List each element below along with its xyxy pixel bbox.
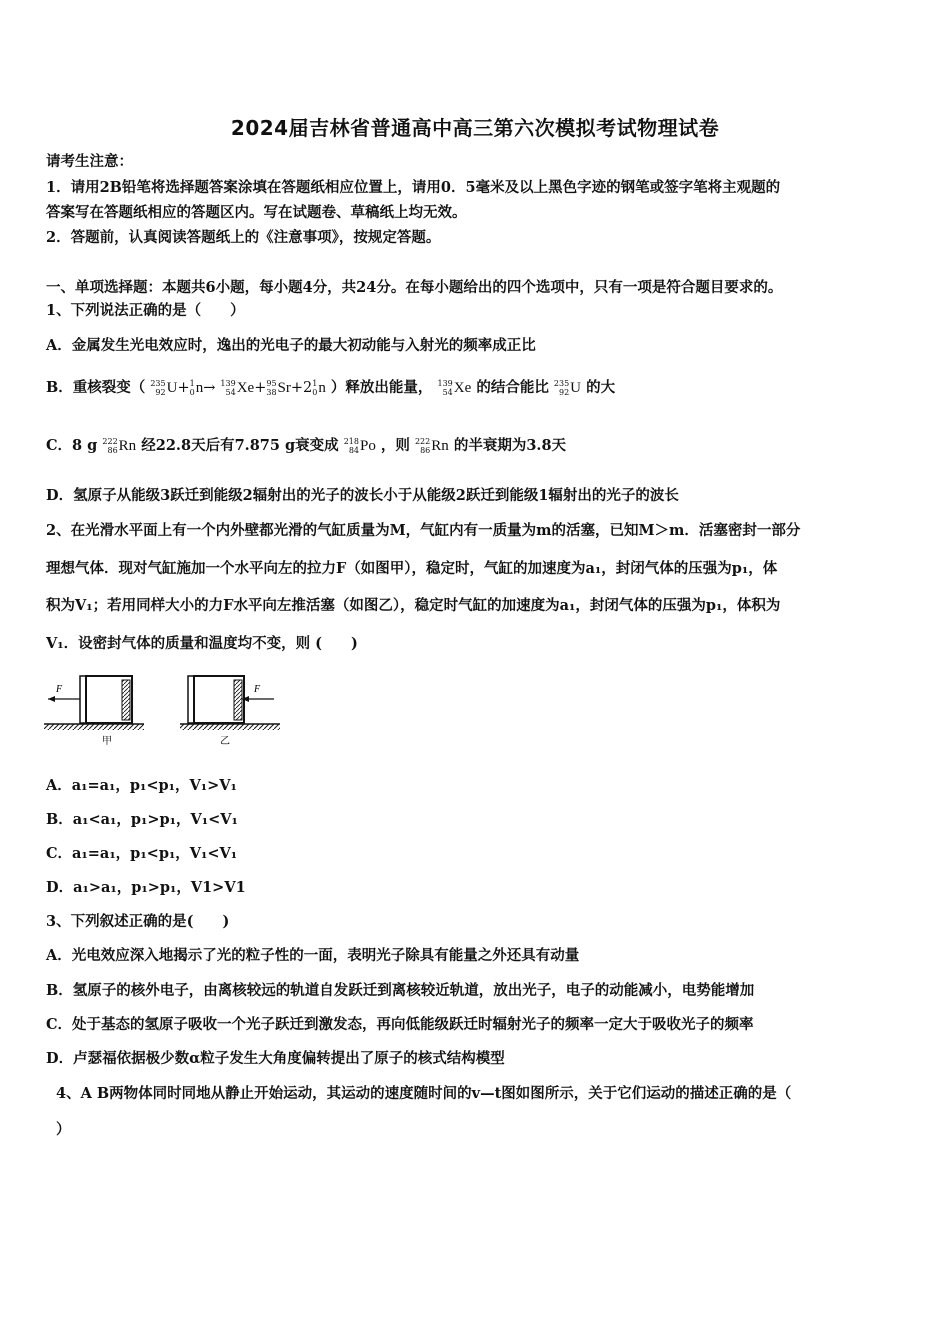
q1-b-prefix: B．重核裂变（ (46, 379, 146, 396)
nuclide-u235: 235 92 U (150, 379, 178, 397)
nuclide-neutron-2: 1 0 n (312, 379, 326, 397)
nuclide-u235-b: 235 92 U (553, 379, 582, 397)
q2-option-a: A．a₁=a₁，p₁<p₁，V₁>V₁ (46, 777, 237, 794)
notice-item-1b: 答案写在答题纸相应的答题区内。写在试题卷、草稿纸上均无效。 (46, 204, 467, 221)
notice-item-2: 2．答题前，认真阅读答题纸上的《注意事项》，按规定答题。 (46, 229, 441, 246)
q2-stem-line2: 理想气体．现对气缸施加一个水平向左的拉力F（如图甲），稳定时，气缸的加速度为a₁，封闭气体的压强为p₁，体 (46, 560, 778, 577)
q4-stem-line2: ） (56, 1121, 71, 1138)
force-label-left: F (56, 684, 63, 695)
q3-option-b: B．氢原子的核外电子，由离核较远的轨道自发跃迁到离核较近轨道，放出光子，电子的动能减小，电势能增加 (46, 982, 755, 999)
q3-option-d: D．卢瑟福依据极少数α粒子发生大角度偏转提出了原子的核式结构模型 (46, 1050, 505, 1067)
q2-option-c: C．a₁=a₁，p₁<p₁，V₁<V₁ (46, 845, 238, 862)
q2-option-b: B．a₁<a₁，p₁>p₁，V₁<V₁ (46, 811, 238, 828)
plus-sign-2: + (254, 380, 267, 396)
figure-label-yi: 乙 (220, 736, 230, 747)
q1-b-mid: ）释放出能量， (330, 379, 433, 396)
figure-yi (180, 676, 280, 747)
nuclide-po218: 218 84 Po (343, 437, 376, 455)
plus-sign: + (177, 380, 190, 396)
nuclide-sr95: 95 38 Sr (266, 379, 291, 397)
q3-option-a: A．光电效应深入地揭示了光的粒子性的一面，表明光子除具有能量之外还具有动量 (46, 947, 580, 964)
nuclide-neutron: 1 0 n (189, 379, 204, 397)
figure-jia (44, 676, 144, 747)
q1-stem: 1、下列说法正确的是（ ） (46, 302, 245, 319)
q2-stem-line1: 2、在光滑水平面上有一个内外壁都光滑的气缸质量为M，气缸内有一质量为m的活塞，已知M＞m．活塞密封一部分 (46, 522, 801, 539)
page-title: 2024届吉林省普通高中高三第六次模拟考试物理试卷 (230, 116, 720, 140)
q1-b-mid2: 的结合能比 (476, 379, 549, 396)
plus-two: +2 (290, 380, 313, 396)
notice-item-1a: 1．请用2B铅笔将选择题答案涂填在答题纸相应位置上，请用0．5毫米及以上黑色字迹的钢笔或签字笔将主观题的 (46, 179, 781, 196)
nuclide-rn222-b: 222 86 Rn (414, 437, 449, 455)
q1-c-prefix: C．8 g (46, 437, 98, 454)
figure-label-jia: 甲 (102, 736, 112, 747)
q2-option-d: D．a₁>a₁，p₁>p₁，V1>V1 (46, 879, 246, 896)
q2-stem-line3: 积为V₁；若用同样大小的力F水平向左推活塞（如图乙），稳定时气缸的加速度为a₁，封闭气体的压强为p₁，体积为 (46, 597, 781, 614)
q1-c-mid2: ，则 (380, 437, 410, 454)
section-heading: 一、单项选择题：本题共6小题，每小题4分，共24分。在每小题给出的四个选项中，只有一项是符合题目要求的。 (46, 279, 783, 296)
notice-heading: 请考生注意： (46, 153, 133, 170)
q1-b-suffix: 的大 (586, 379, 616, 396)
arrow-sign: → (203, 380, 216, 396)
q3-stem: 3、下列叙述正确的是( ) (46, 913, 230, 930)
force-label-right: F (254, 684, 261, 695)
q1-c-mid: 经22.8天后有7.875 g衰变成 (141, 437, 339, 454)
cylinder-diagram (44, 664, 284, 750)
q1-option-d: D．氢原子从能级3跃迁到能级2辐射出的光子的波长小于从能级2跃迁到能级1辐射出的光子的波长 (46, 487, 679, 504)
q2-stem-line4: V₁．设密封气体的质量和温度均不变，则 ( ) (46, 635, 358, 652)
nuclide-rn222: 222 86 Rn (102, 437, 137, 455)
q1-option-a: A．金属发生光电效应时，逸出的光电子的最大初动能与入射光的频率成正比 (46, 337, 536, 354)
q1-option-c (46, 436, 566, 456)
nuclide-xe139-b: 139 54 Xe (437, 379, 472, 397)
q3-option-c: C．处于基态的氢原子吸收一个光子跃迁到激发态，再向低能级跃迁时辐射光子的频率一定大于吸收光子的频率 (46, 1016, 754, 1033)
q4-stem-line1: 4、A B两物体同时同地从静止开始运动，其运动的速度随时间的v—t图如图所示，关于它们运动的描述正确的是（ (56, 1085, 792, 1102)
q1-option-b (46, 378, 615, 398)
nuclide-xe139: 139 54 Xe (220, 379, 255, 397)
q1-c-suffix: 的半衰期为3.8天 (453, 437, 567, 454)
